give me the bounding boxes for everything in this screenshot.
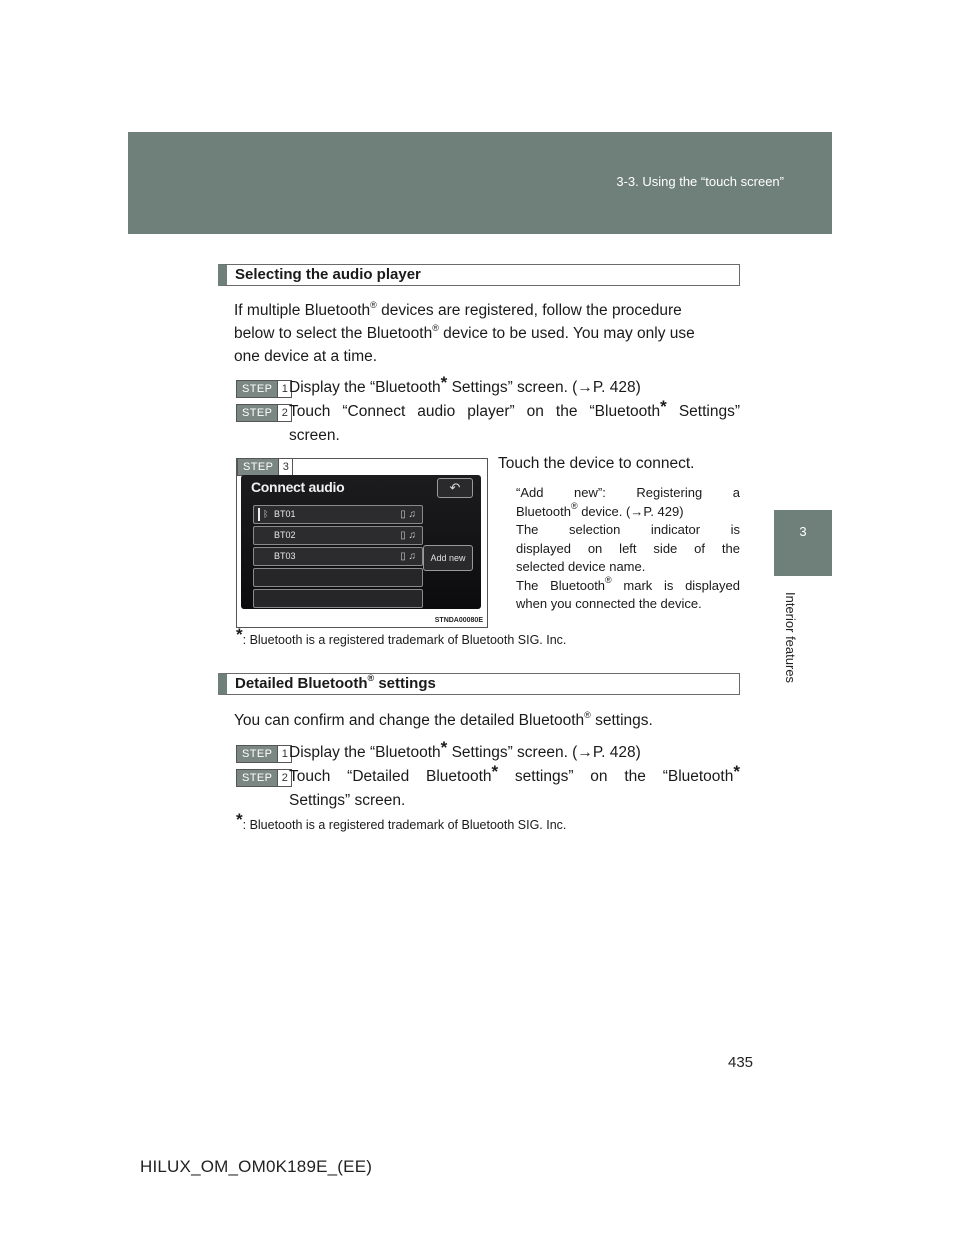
intro-paragraph: If multiple Bluetooth® devices are registered, follow the procedure below to select the Bluetooth® device to be used. You may only use one device at a time. [234, 300, 695, 365]
footnote-2: *: Bluetooth is a registered trademark of Bluetooth SIG. Inc. [236, 810, 567, 832]
step-badge-1: STEP 1 [236, 745, 292, 763]
section-2-step-1-text: Display the “Bluetooth* Settings” screen. (→P. 428) [289, 738, 641, 761]
chapter-header [128, 132, 832, 234]
step-3-text: Touch the device to connect. [498, 455, 695, 472]
step-badge-1: STEP 1 [236, 380, 292, 398]
figure-code: STNDA00080E [434, 617, 483, 624]
section-heading-detailed-settings: Detailed Bluetooth® settings [218, 673, 740, 695]
document-code: HILUX_OM_OM0K189E_(EE) [140, 1157, 373, 1176]
chapter-label-text: Interior features [783, 592, 798, 684]
step-badge-2: STEP 2 [236, 404, 292, 422]
section-title: 3-3. Using the “touch screen” [616, 174, 784, 189]
step-2-text-cont: screen. [289, 427, 340, 444]
device-row-empty[interactable] [253, 589, 423, 608]
phone-music-icon: ▯ ♫ [400, 530, 416, 541]
footnote-1: *: Bluetooth is a registered trademark of Bluetooth SIG. Inc. [236, 625, 567, 647]
device-row-bt03[interactable]: BT03 ▯ ♫ [253, 547, 423, 566]
connect-audio-screen-illustration [236, 458, 488, 628]
device-row-bt01[interactable]: ᛒ BT01 ▯ ♫ [253, 505, 423, 524]
section-2-step-2-text: Touch “Detailed Bluetooth* settings” on the “Bluetooth* [289, 762, 740, 785]
phone-music-icon: ▯ ♫ [400, 509, 416, 520]
chapter-label [784, 592, 804, 732]
phone-music-icon: ▯ ♫ [400, 551, 416, 562]
section-2-step-2-text-cont: Settings” screen. [289, 792, 406, 809]
back-button[interactable]: ↶ [437, 478, 473, 498]
chapter-tab [774, 510, 832, 576]
device-row-bt02[interactable]: BT02 ▯ ♫ [253, 526, 423, 545]
chapter-number: 3 [799, 524, 807, 539]
step-3-notes: “Add new”: Registering a Bluetooth® device. (→P. 429) The selection indicator is displayed on left side of the selected device name. The Bluetooth® mark is displayed when you connected the device. [516, 485, 740, 611]
page-number: 435 [728, 1054, 754, 1071]
bluetooth-icon: ᛒ [263, 509, 269, 519]
device-row-empty[interactable] [253, 568, 423, 587]
step-badge-2: STEP 2 [236, 769, 292, 787]
section-2-intro: You can confirm and change the detailed Bluetooth® settings. [234, 710, 653, 729]
selection-indicator [258, 508, 260, 521]
section-heading-audio-player: Selecting the audio player [218, 264, 740, 286]
step-2-text: Touch “Connect audio player” on the “Bluetooth* Settings” [289, 397, 740, 420]
screen-title: Connect audio [251, 479, 345, 495]
step-badge-3: STEP 3 [237, 458, 293, 476]
lcd-display [241, 475, 481, 609]
step-1-text: Display the “Bluetooth* Settings” screen. (→P. 428) [289, 373, 641, 396]
add-new-button[interactable]: Add new [423, 545, 473, 571]
